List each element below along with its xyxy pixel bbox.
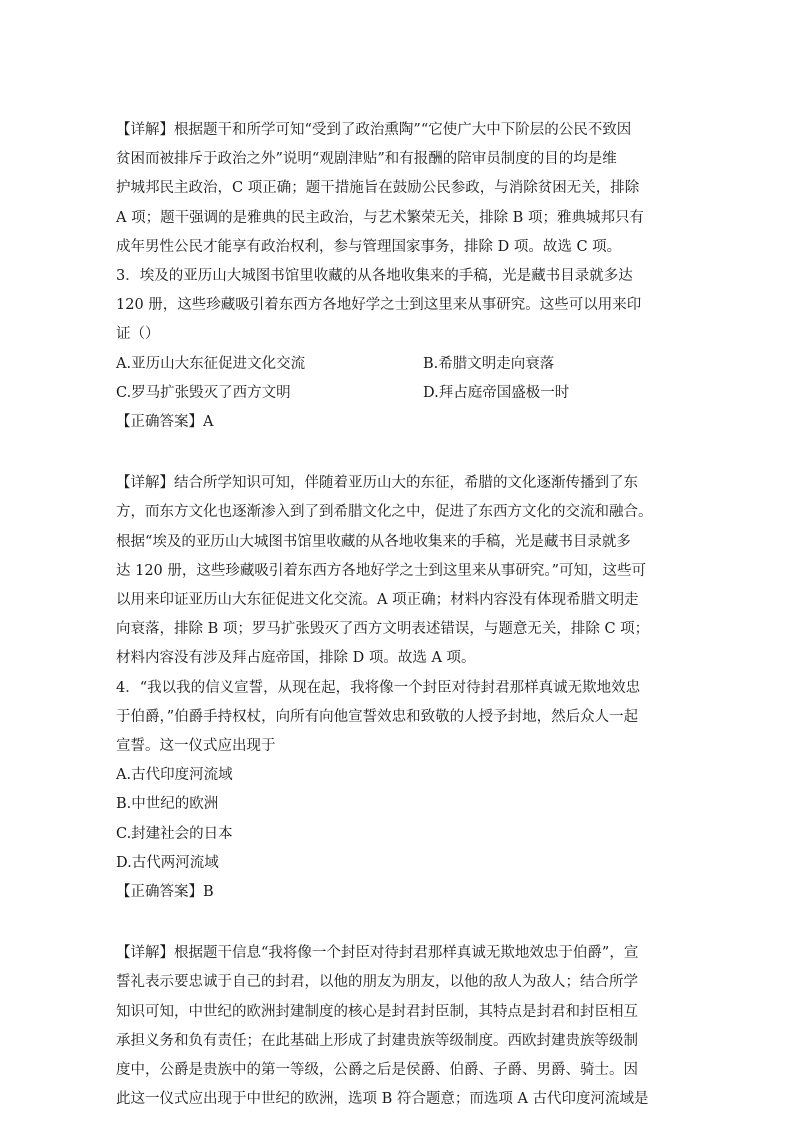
option-a: A.古代印度河流域 [116,767,233,784]
correct-answer: 【正确答案】A [116,414,214,431]
option-d: D.拜占庭帝国盛极一时 [423,384,570,401]
spacer [116,437,672,469]
question-4 [116,674,672,908]
detail-line: 护城邦民主政治，C 项正确；题干措施旨在鼓励公民参政，与消除贫困无关，排除 [116,180,640,197]
detail-q3 [116,469,672,673]
question-line: 证（） [116,326,160,343]
detail-line: 达 120 册，这些珍藏吸引着东西方各地好学之士到这里来从事研究。”可知，这些可 [116,562,647,579]
detail-line: 以用来印证亚历山大东征促进文化交流。A 项正确；材料内容没有体现希腊文明走 [116,592,639,609]
detail-line: 方，而东方文化也逐渐渗入到了到希腊文化之中，促进了东西方文化的交流和融合。 [116,504,653,521]
spacer [116,907,672,939]
detail-line: 度中，公爵是贵族中的第一等级，公爵之后是侯爵、伯爵、子爵、男爵、骑士。因 [116,1062,638,1079]
option-b: B.中世纪的欧洲 [116,796,219,813]
detail-q2 [116,116,672,262]
question-line: 3．埃及的亚历山大城图书馆里收藏的从各地收集来的手稿，光是藏书目录就多达 [116,268,633,285]
detail-line: 材料内容没有涉及拜占庭帝国，排除 D 项。故选 A 项。 [116,650,476,667]
detail-q4 [116,939,672,1114]
question-line: 120 册，这些珍藏吸引着东西方各地好学之士到这里来从事研究。这些可以用来印 [116,297,642,314]
option-a: A.亚历山大东征促进文化交流 [116,355,306,372]
option-d: D.古代两河流域 [116,854,219,871]
detail-line: 承担义务和负有责任；在此基础上形成了封建贵族等级制度。西欧封建贵族等级制 [116,1032,638,1049]
detail-line: 成年男性公民才能享有政治权利，参与管理国家事务，排除 D 项。故选 C 项。 [116,238,622,255]
detail-line: 【详解】根据题干和所学可知“受到了政治熏陶”“它使广大中下阶层的公民不致因 [116,122,632,138]
question-line: 4．“我以我的信义宣誓，从现在起，我将像一个封臣对待封君那样真诚无欺地效忠 [116,679,641,696]
option-row [116,379,672,408]
question-3 [116,262,672,437]
question-line: 于伯爵，”伯爵手持权杖，向所有向他宣誓效忠和致敬的人授予封地，然后众人一起 [116,708,639,725]
detail-line: A 项；题干强调的是雅典的民主政治，与艺术繁荣无关，排除 B 项；雅典城邦只有 [116,209,644,226]
option-c: C.罗马扩张毁灭了西方文明 [116,384,291,401]
correct-answer: 【正确答案】B [116,884,214,901]
detail-line: 此这一仪式应出现于中世纪的欧洲，选项 B 符合题意；而选项 A 古代印度河流域是 [116,1091,649,1108]
detail-line: 【详解】根据题干信息“我将像一个封臣对待封君那样真诚无欺地效忠于伯爵”，宣 [116,945,639,962]
page-content [116,116,672,1115]
option-b: B.希腊文明走向衰落 [423,355,555,372]
option-c: C.封建社会的日本 [116,825,233,842]
detail-line: 根据“埃及的亚历山大城图书馆里收藏的从各地收集来的手稿，光是藏书目录就多 [116,533,631,550]
question-line: 宣誓。这一仪式应出现于 [116,738,276,755]
detail-line: 【详解】结合所学知识可知，伴随着亚历山大的东征，希腊的文化逐渐传播到了东 [116,475,638,492]
option-row [116,350,672,379]
detail-line: 知识可知，中世纪的欧洲封建制度的核心是封君封臣制，其特点是封君和封臣相互 [116,1003,638,1020]
detail-line: 誓礼表示要忠诚于自己的封君，以他的朋友为朋友，以他的敌人为敌人；结合所学 [116,974,638,991]
detail-line: 向衰落，排除 B 项；罗马扩张毁灭了西方文明表述错误，与题意无关，排除 C 项； [116,621,650,638]
detail-line: 贫困而被排斥于政治之外”说明“观剧津贴”和有报酬的陪审员制度的目的均是维 [116,151,617,168]
